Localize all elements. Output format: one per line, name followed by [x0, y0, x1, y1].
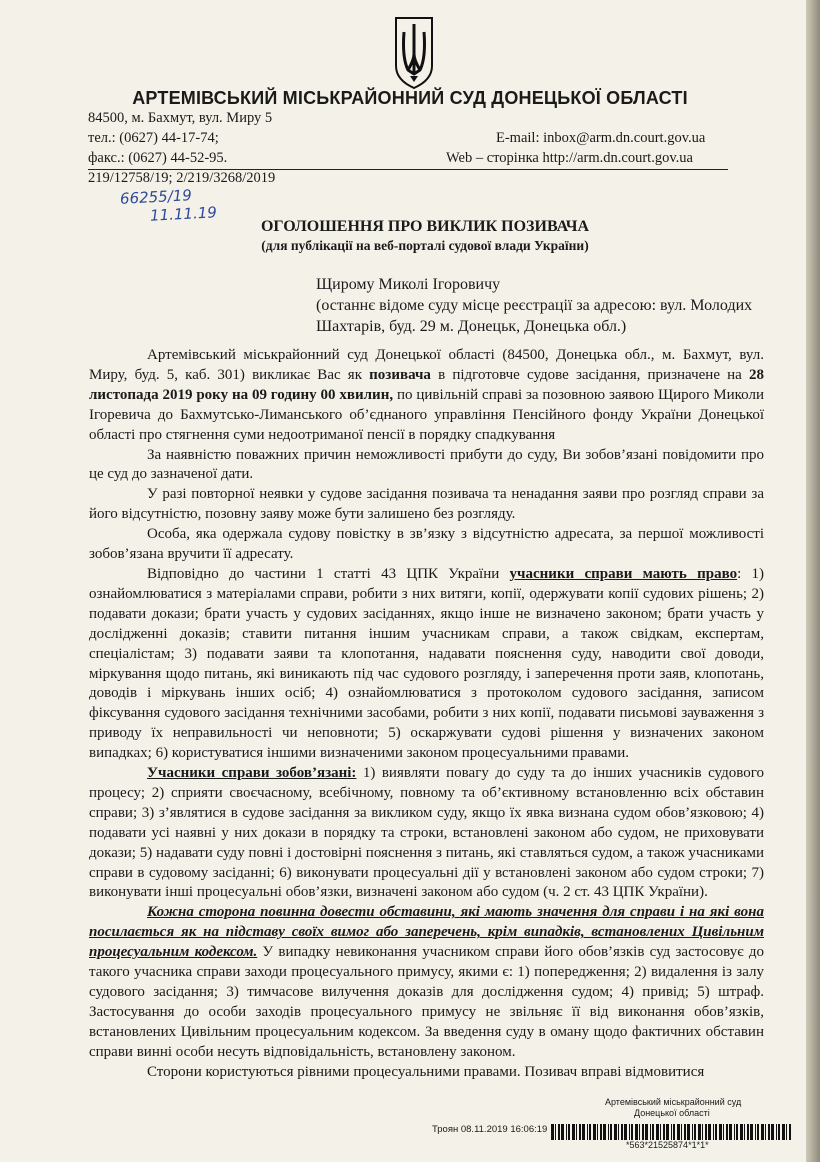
handwritten-reg-date: 11.11.19: [149, 203, 218, 225]
barcode-bar: [761, 1124, 764, 1140]
barcode-bar: [660, 1124, 661, 1140]
barcode-bar: [729, 1124, 732, 1140]
court-phone: тел.: (0627) 44-17-74;: [88, 130, 219, 146]
barcode-bar: [608, 1124, 609, 1140]
barcode-bar: [579, 1124, 581, 1140]
barcode-bar: [776, 1124, 777, 1140]
barcode-image: [551, 1124, 793, 1140]
paragraph-obligations: Учасники справи зобов’язані: 1) виявляти повагу до суду та до інших учасників судового процесу; 2) сприяти своєчасному, всебічному, повному та об’єктивному встановленню всіх обставин справи; 3) з’являтися в судове засідання за викликом суду, якщо їх явка визнана судом обов’язковою; 4) подавати усі наявні у них докази в порядку та строки, встановлені законом або судом, не приховувати докази; 5) надавати суду повні і достовірні пояснення з питань, які ставляться судом, а також учасниками справи в судовому засіданні; 6) виконувати процесуальні дії у встановлені законом або судом строки; 7) виконувати інші процесуальні обов’язки, визначені законом або судом (ч. 2 ст. 43 ЦПК України).: [89, 765, 765, 901]
barcode-bar: [572, 1124, 575, 1140]
barcode-bar: [740, 1124, 743, 1140]
paragraph-burden-of-proof: Кожна сторона повинна довести обставини, які мають значення для справи і на які вона посилається як на підставу своїх вимог або заперечень, крім випадків, встановлених Цивільним процесуальним кодексом. У випадку невиконання учасником справи його обов’язків суд застосовує до такого учасника справи заходи процесуального примусу, якими є: 1) попередження; 2) видалення із залу судового засідання; 3) тимчасове вилучення доказів для дослідження судом; 4) привід; 5) штраф. Застосування до особи заходів процесуального примусу не звільняє її від виконання обов’язків, встановлених Цивільним процесуальним кодексом. За введення суду в оману щодо фактичних обставин справи винні особи несуть відповідальність, встановлену законом.: [89, 904, 765, 1060]
barcode-bar: [736, 1124, 738, 1140]
barcode-bar: [558, 1124, 560, 1140]
barcode-bar: [652, 1124, 654, 1140]
barcode-bar: [614, 1124, 617, 1140]
barcode-bar: [610, 1124, 612, 1140]
barcode-bar: [618, 1124, 619, 1140]
clerk-timestamp: Троян 08.11.2019 16:06:19: [432, 1124, 548, 1135]
barcode-bar: [778, 1124, 780, 1140]
paragraph-delivery: Особа, яка одержала судову повістку в зв’язку з відсутністю адресата, за першої можливості зобов’язана вручити її адресату.: [89, 526, 764, 563]
barcode-bar: [551, 1124, 554, 1140]
barcode-bar: [582, 1124, 585, 1140]
addressee-address-line-1: (останнє відоме суду місце реєстрації за адресою: вул. Молодих: [316, 297, 753, 314]
barcode-bar: [765, 1124, 766, 1140]
barcode-bar: [694, 1124, 696, 1140]
case-numbers: 219/12758/19; 2/219/3268/2019: [88, 170, 276, 186]
court-email: E-mail: inbox@arm.dn.court.gov.ua: [496, 130, 706, 146]
barcode-number: *563*21525874*1*1*: [626, 1140, 709, 1150]
barcode-bar: [750, 1124, 753, 1140]
barcode-bar: [631, 1124, 633, 1140]
barcode-bar: [639, 1124, 640, 1140]
page-edge-shadow: [806, 0, 820, 1162]
barcode-bar: [555, 1124, 556, 1140]
trident-emblem-icon: [392, 14, 436, 90]
barcode-bar: [645, 1124, 648, 1140]
stamp-court-name: Артемівський міськрайонний суд: [605, 1097, 742, 1107]
barcode-bar: [719, 1124, 722, 1140]
barcode-bar: [705, 1124, 707, 1140]
barcode-bar: [642, 1124, 644, 1140]
barcode-bar: [715, 1124, 717, 1140]
paragraph-notify-court: За наявністю поважних причин неможливості прибути до суду, Ви зобов’язані повідомити про це суд до зазначеної дати.: [89, 446, 764, 483]
barcode-bar: [677, 1124, 680, 1140]
court-name: АРТЕМІВСЬКИЙ МІСЬКРАЙОННИЙ СУД ДОНЕЦЬКОЇ ОБЛАСТІ: [132, 88, 688, 108]
barcode-bar: [747, 1124, 749, 1140]
barcode-bar: [684, 1124, 686, 1140]
barcode-bar: [673, 1124, 675, 1140]
barcode-bar: [589, 1124, 591, 1140]
addressee-name: Щирому Миколі Ігоровичу: [316, 276, 501, 293]
notice-title: ОГОЛОШЕННЯ ПРО ВИКЛИК ПОЗИВАЧА: [260, 218, 590, 235]
barcode-bar: [757, 1124, 759, 1140]
barcode-bar: [698, 1124, 701, 1140]
barcode-bar: [681, 1124, 682, 1140]
barcode-bar: [687, 1124, 690, 1140]
barcode-bar: [723, 1124, 724, 1140]
court-website: Web – сторінка http://arm.dn.court.gov.ua: [446, 150, 693, 166]
stamp-court-region: Донецької області: [634, 1108, 710, 1118]
paragraph-equal-rights: Сторони користуються рівними процесуальними правами. Позивач вправі відмовитися: [147, 1063, 705, 1080]
barcode-bar: [726, 1124, 728, 1140]
barcode-bar: [576, 1124, 577, 1140]
paragraph-rights: Відповідно до частини 1 статті 43 ЦПК України учасники справи мають право: 1) ознайомлюватися з матеріалами справи, робити з них витяги, копії, одержувати копії судових рішень; 2) подавати докази; брати участь у судових засіданнях, якщо інше не визначено законом; брати участь у дослідженні доказів; ставити питання іншим учасникам справи, а також свідкам, експертам, спеціалістам; 3) подавати заяви та клопотання, надавати пояснення суду, наводити свої доводи, міркування щодо питань, які виникають під час судового розгляду, і заперечення проти заяв, клопотань, доводів і міркувань інших осіб; 4) ознайомлюватися з протоколом судового засідання, записом фіксування судового засідання технічними засобами, робити з них копії, подавати письмові зауваження з приводу їх неправильності чи неповноти; 5) оскаржувати судові рішення у визначених законом випадках; 6) користуватися іншими визначеними законом процесуальними правами.: [89, 565, 765, 762]
barcode-bar: [587, 1124, 588, 1140]
barcode-bar: [768, 1124, 770, 1140]
barcode-bar: [635, 1124, 638, 1140]
barcode-bar: [744, 1124, 745, 1140]
barcode-bar: [789, 1124, 791, 1140]
barcode-bar: [629, 1124, 630, 1140]
court-fax: факс.: (0627) 44-52-95.: [88, 150, 228, 166]
barcode-bar: [568, 1124, 570, 1140]
barcode-bar: [650, 1124, 651, 1140]
barcode-bar: [593, 1124, 596, 1140]
handwritten-reg-number: 66255/19: [119, 186, 193, 208]
barcode-bar: [621, 1124, 623, 1140]
barcode-bar: [708, 1124, 711, 1140]
barcode-bar: [713, 1124, 714, 1140]
barcode-bar: [600, 1124, 602, 1140]
barcode-bar: [786, 1124, 787, 1140]
barcode-bar: [561, 1124, 564, 1140]
barcode-bar: [771, 1124, 774, 1140]
barcode-bar: [624, 1124, 627, 1140]
notice-body: [89, 346, 764, 1083]
barcode-bar: [692, 1124, 693, 1140]
barcode-bar: [755, 1124, 756, 1140]
barcode-bar: [702, 1124, 703, 1140]
barcode-bar: [663, 1124, 665, 1140]
barcode-bar: [734, 1124, 735, 1140]
barcode-bar: [666, 1124, 669, 1140]
paragraph-non-appearance: У разі повторної неявки у судове засідання позивача та ненадання заяви про розгляд справи за його відсутністю, позовну заяву може бути залишено без розгляду.: [89, 486, 764, 523]
barcode-bar: [671, 1124, 672, 1140]
addressee-address-line-2: Шахтарів, буд. 29 м. Донецьк, Донецька обл.): [316, 318, 627, 335]
barcode-bar: [597, 1124, 598, 1140]
barcode-bar: [566, 1124, 567, 1140]
barcode-bar: [656, 1124, 659, 1140]
court-address: 84500, м. Бахмут, вул. Миру 5: [88, 110, 273, 126]
barcode-bar: [603, 1124, 606, 1140]
notice-subtitle: (для публікації на веб-порталі судової влади України): [261, 238, 589, 253]
barcode-bar: [782, 1124, 785, 1140]
paragraph-summons: Артемівський міськрайонний суд Донецької області (84500, Донецька обл., м. Бахмут, вул. Миру, буд. 5, каб. 301) викликає Вас як позивача в підготовче судове засідання, призначене на 28 листопада 2019 року на 09 годину 00 хвилин, по цивільній справі за позовною заявою Щирого Миколи Ігоревича до Бахмутсько-Лиманського об’єднаного управління Пенсійного фонду України Донецької області про стягнення суми недоотриманої пенсії в порядку спадкування: [89, 347, 764, 443]
